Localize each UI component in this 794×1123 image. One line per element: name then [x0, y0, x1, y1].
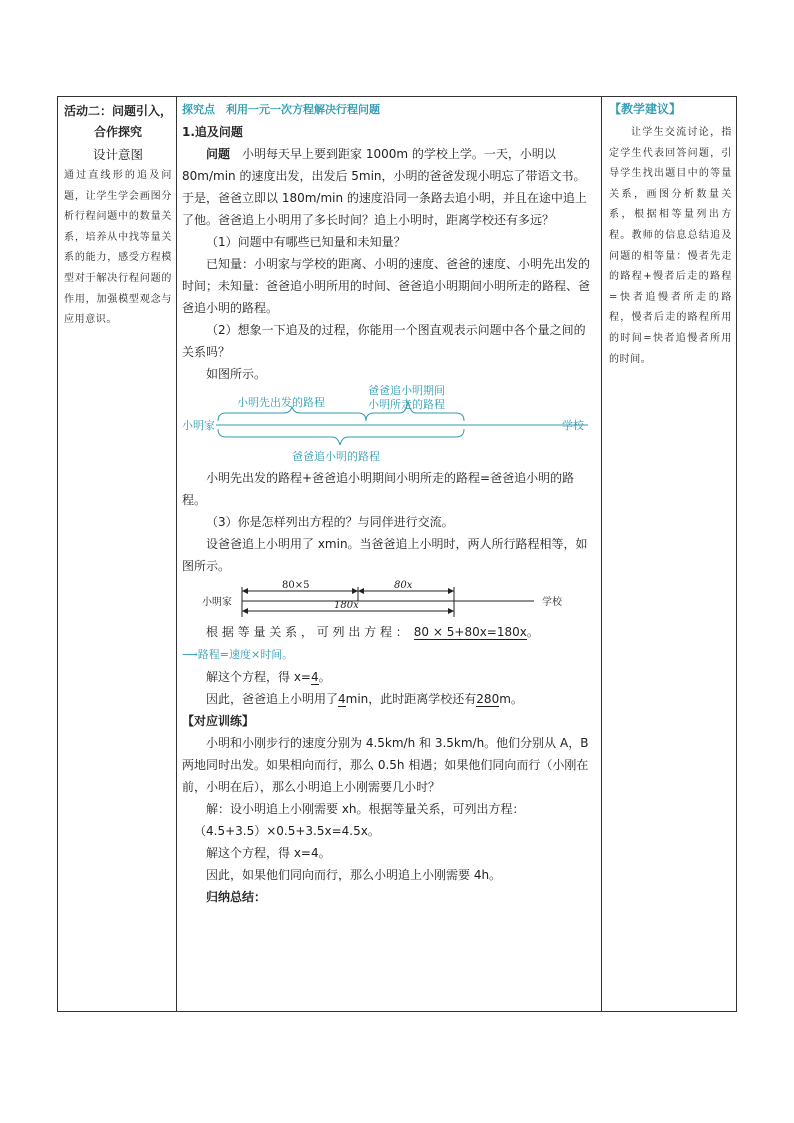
activity-title: 活动二：问题引入，合作探究: [64, 104, 173, 139]
chase-diagram: [182, 385, 597, 467]
diagram1-top2a-label: 爸爸追小明期间: [368, 385, 445, 397]
diagram2-total-label: 180x: [334, 600, 359, 611]
diagram2-seg2-label: 80x: [394, 580, 413, 591]
conclusion-time: 4: [338, 692, 346, 706]
conclusion-distance: 280: [476, 692, 500, 706]
equation-line: [182, 621, 597, 643]
conclusion-line: [182, 688, 597, 710]
solve-value: 4: [310, 670, 319, 684]
equation-prefix: 根 据 等 量 关 系 ， 可 列 出 方 程 ：: [206, 625, 402, 639]
brace-top-1: [218, 407, 366, 421]
solve-line: [182, 666, 597, 688]
practice-text: 小明和小刚步行的速度分别为 4.5km/h 和 3.5km/h。他们分别从 A，B 两地同时出发。如果相向而行，那么 0.5h 相遇；如果他们同向而行（小刚在前，小明在后），那么小明追上小刚需要几小时？: [182, 736, 589, 794]
brace-bottom: [218, 429, 464, 445]
diagram2-right-label: 学校: [542, 597, 562, 608]
conclusion-a: 因此，爸爸追上小明用了: [206, 692, 339, 706]
practice-title: 【对应训练】: [182, 714, 255, 728]
problem-body: 小明每天早上要到距家 1000m 的学校上学。一天，小明以 80m/min 的速度出发，出发后 5min，小明的爸爸发现小明忘了带语文书。于是，爸爸立即以 180m/min 的速度沿同一条路去追小明，并且在途中追上了他。爸爸追上小明用了多长时间？追上小明时，距离学校还有多远？: [182, 147, 587, 227]
diagram1-top2b-label: 小明所走的路程: [368, 398, 445, 411]
annotation-line: [182, 643, 597, 666]
annotation-arrow-icon: ⟶: [182, 648, 198, 661]
problem-text: [182, 143, 597, 231]
diagram1-right-label: 学校: [562, 419, 584, 432]
question-1: （1）问题中有哪些已知量和未知量？: [206, 235, 406, 249]
main-column: [176, 97, 601, 1011]
relation-text: 小明先出发的路程+爸爸追小明期间小明所走的路程=爸爸追小明的路程。: [182, 471, 575, 507]
setup-text: 设爸爸追上小明用了 xmin。当爸爸追上小明时，两人所行路程相等，如图所示。: [182, 537, 588, 573]
figure-caption: 如图所示。: [206, 367, 267, 381]
design-intent-text: 通过直线形的追及问题，让学生学会画图分析行程问题中的数量关系，培养从中找等量关系的能力，感受方程模型对于解决行程问题的作用，加强模型观念与应用意识。: [64, 170, 172, 326]
left-column: [58, 97, 176, 1011]
diagram2-left-label: 小明家: [202, 597, 232, 608]
diagram1-left-label: 小明家: [182, 419, 215, 432]
distance-diagram: [182, 577, 597, 621]
subsection-title: 1.追及问题: [182, 125, 243, 139]
solution-2: （4.5+3.5）×0.5+3.5x=4.5x。: [194, 824, 380, 838]
design-intent-heading: 设计意图: [92, 147, 143, 162]
conclusion-c: m。: [499, 692, 523, 706]
solve-suffix: 。: [318, 670, 331, 684]
teaching-advice-text: 让学生交流讨论，指定学生代表回答问题，引导学生找出题目中的等量关系，画图分析数量关系，根据相等量列出方程。教师的信息总结追及问题的相等量：慢者先走的路程+慢者后走的路程=快者追慢者所走的路程，慢者后走的路程所用的时间=快者追慢者所用的时间。: [609, 127, 732, 365]
diagram2-seg1-label: 80×5: [282, 580, 310, 591]
solve-prefix: 解这个方程，得 x=: [206, 670, 311, 684]
question-3: （3）你是怎样列出方程的？与同伴进行交流。: [206, 515, 454, 529]
section-heading: 探究点 利用一元一次方程解决行程问题: [182, 103, 380, 116]
equation: 80 × 5+80x=180x: [413, 625, 527, 639]
solution-4: 因此，如果他们同向而行，那么小明追上小刚需要 4h。: [206, 868, 502, 882]
diagram1-top1-label: 小明先出发的路程: [237, 396, 325, 409]
right-column: [601, 97, 738, 1011]
annotation-text: 路程=速度×时间。: [197, 648, 294, 661]
summary-heading: 归纳总结：: [206, 890, 267, 904]
teaching-advice-title: 【教学建议】: [609, 102, 682, 116]
diagram1-bottom-label: 爸爸追小明的路程: [292, 450, 380, 463]
equation-suffix: 。: [526, 625, 539, 639]
answer-1: 已知量：小明家与学校的距离、小明的速度、爸爸的速度、小明先出发的时间；未知量：爸爸追小明所用的时间、爸爸追小明期间小明所走的路程、爸爸追小明的路程。: [182, 257, 591, 315]
question-2: （2）想象一下追及的过程，你能用一个图直观表示问题中各个量之间的关系吗？: [182, 323, 586, 359]
solution-3: 解这个方程，得 x=4。: [206, 846, 331, 860]
conclusion-b: min，此时距离学校还有: [345, 692, 477, 706]
problem-label: 问题: [206, 147, 231, 161]
lesson-table: [57, 96, 737, 1012]
solution-1: 解：设小明追上小刚需要 xh。根据等量关系，可列出方程：: [206, 802, 525, 816]
